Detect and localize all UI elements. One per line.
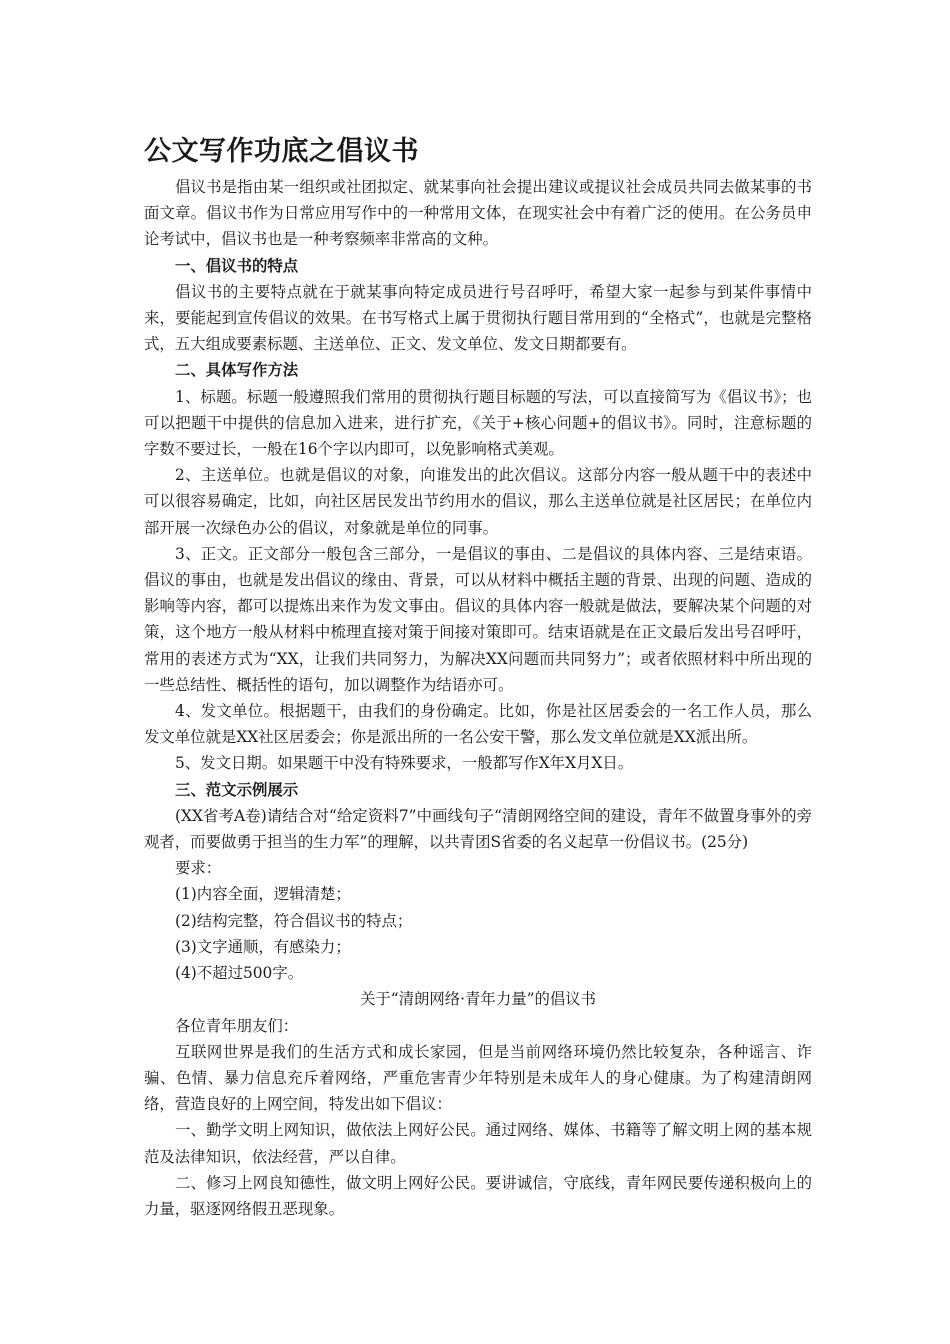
features-paragraph: 倡议书的主要特点就在于就某事向特定成员进行号召呼吁，希望大家一起参与到某件事情中来，要能起到宣传倡议的效果。在书写格式上属于贯彻执行题目常用到的“全格式”，也就是完整格式，五大组成要素标题、主送单位、正文、发文单位、发文日期都要有。 [144,282,812,354]
document-page [144,132,812,1222]
example-question: (XX省考A卷)请结合对“给定资料7”中画线句子“清朗网络空间的建设，青年不做置身事外的旁观者，而要做勇于担当的生力军”的理解，以共青团S省委的名义起草一份倡议书。(25分) [144,806,812,852]
method-item-body: 3、正文。正文部分一般包含三部分，一是倡议的事由、二是倡议的具体内容、三是结束语。倡议的事由，也就是发出倡议的缘由、背景，可以从材料中概括主题的背景、出现的问题、造成的影响等内容，都可以提炼出来作为发文事由。倡议的具体内容一般就是做法，要解决某个问题的对策，这个地方一般从材料中梳理直接对策于间接对策即可。结束语就是在正文最后发出号召呼吁，常用的表述方式为“XX，让我们共同努力，为解决XX问题而共同努力”；或者依照材料中所出现的一些总结性、概括性的语句，加以调整作为结语亦可。 [144,544,812,694]
requirement-item: (4)不超过500字。 [175,964,304,983]
requirement-item: (2)结构完整，符合倡议书的特点； [175,911,413,930]
section-heading-features: 一、倡议书的特点 [175,256,299,275]
document-title: 公文写作功底之倡议书 [144,136,419,167]
section-heading-example: 三、范文示例展示 [175,780,299,799]
requirements-label: 要求： [175,859,222,878]
method-item-date: 5、发文日期。如果题干中没有特殊要求，一般都写作X年X月X日。 [175,754,634,773]
sample-paragraph: 二、修习上网良知德性，做文明上网好公民。要讲诚信，守底线，青年网民要传递积极向上的力量，驱逐网络假丑恶现象。 [144,1173,812,1218]
method-item-recipient: 2、主送单位。也就是倡议的对象，向谁发出的此次倡议。这部分内容一般从题干中的表述中可以很容易确定，比如，向社区居民发出节约用水的倡议，那么主送单位就是社区居民；在单位内部开展一次绿色办公的倡议，对象就是单位的同事。 [144,466,812,537]
method-item-issuer: 4、发文单位。根据题干，由我们的身份确定。比如，你是社区居委会的一名工作人员，那么发文单位就是XX社区居委会；你是派出所的一名公安干警，那么发文单位就是XX派出所。 [144,702,812,747]
sample-salutation: 各位青年朋友们： [175,1016,299,1035]
sample-letter-title: 关于“清朗网络·青年力量”的倡议书 [359,990,597,1009]
requirement-item: (3)文字通顺，有感染力； [175,937,351,956]
sample-paragraph: 互联网世界是我们的生活方式和成长家园，但是当前网络环境仍然比较复杂，各种谣言、诈骗、色情、暴力信息充斥着网络，严重危害青少年特别是未成年人的身心健康。为了构建清朗网络，营造良好的上网空间，特发出如下倡议： [144,1042,812,1114]
sample-paragraph: 一、勤学文明上网知识，做依法上网好公民。通过网络、媒体、书籍等了解文明上网的基本规范及法律知识，依法经营，严以自律。 [144,1121,812,1166]
section-heading-methods: 二、具体写作方法 [175,361,299,380]
method-item-title: 1、标题。标题一般遵照我们常用的贯彻执行题目标题的写法，可以直接简写为《倡议书》；也可以把题干中提供的信息加入进来，进行扩充，《关于+核心问题+的倡议书》。同时，注意标题的字数不要过长，一般在16个字以内即可，以免影响格式美观。 [144,387,812,459]
requirement-item: (1)内容全面，逻辑清楚； [175,885,351,904]
intro-paragraph: 倡议书是指由某一组织或社团拟定、就某事向社会提出建议或提议社会成员共同去做某事的书面文章。倡议书作为日常应用写作中的一种常用文体，在现实社会中有着广泛的使用。在公务员申论考试中，倡议书也是一种考察频率非常高的文种。 [144,178,812,249]
